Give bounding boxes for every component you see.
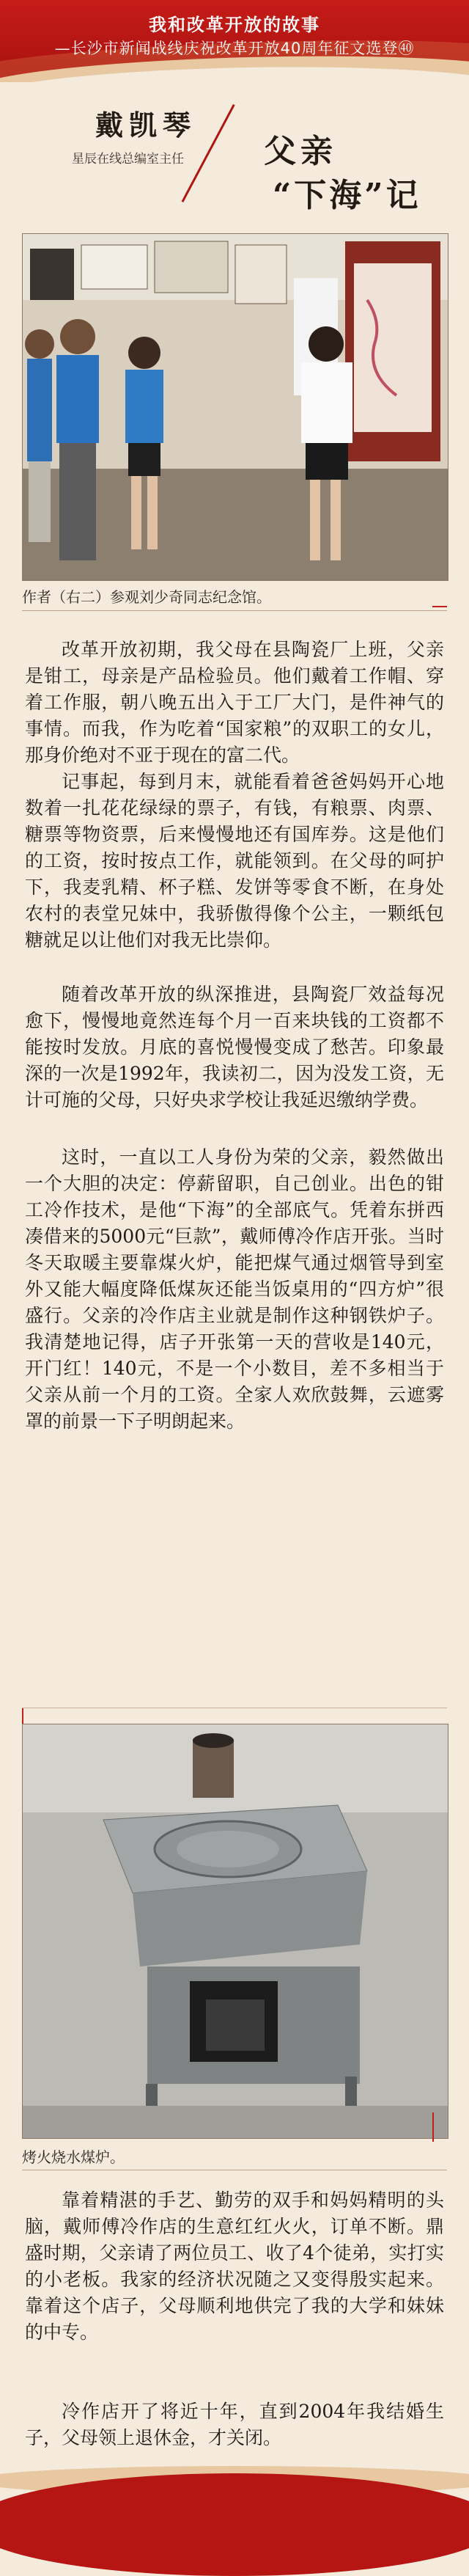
decorative-mark (432, 2112, 434, 2142)
paragraph: 记事起，每到月末，就能看着爸爸妈妈开心地数着一扎花花绿绿的票子，有钱，有粮票、肉票、糖票等物资票，后来慢慢地还有国库券。这是他们的工资，按时按点工作，就能领到。在父母的呵护下，我麦乳精、杯子糕、发饼等零食不断，在身处农村的表堂兄妹中，我骄傲得像个公主，一颗纸包糖就足以让他们对我无比崇仰。 (25, 771, 444, 951)
caption-divider (22, 610, 447, 611)
author-name: 戴凯琴 (95, 109, 197, 142)
article-header (0, 95, 469, 227)
stove-photo (22, 1724, 448, 2139)
series-title: 我和改革开放的故事 (149, 15, 320, 35)
article-title: 父亲 (264, 133, 337, 170)
photo-caption: 作者（右二）参观刘少奇同志纪念馆。 (22, 588, 271, 606)
footer-decoration (0, 2473, 469, 2576)
article-title-line2: “下海”记 (273, 177, 421, 214)
paragraph: 这时，一直以工人身份为荣的父亲，毅然做出一个大胆的决定：停薪留职，自己创业。出色的钳工冷作技术，是他“下海”的全部底气。凭着东拼西凑借来的5000元“巨款”，戴师傅冷作店开张。当时冬天取暖主要靠煤火炉，能把煤气通过烟管导到室外又能大幅度降低煤灰还能当饭桌用的“四方炉”很盛行。父亲的冷作店主业就是制作这种钢铁炉子。我清楚地记得，店子开张第一天的营收是140元，开门红！140元，不是一个小数目，差不多相当于父亲从前一个月的工资。全家人欢欣鼓舞，云遮雾罩的前景一下子明朗起来。 (25, 1146, 444, 1432)
series-subtitle: —长沙市新闻战线庆祝改革开放40周年征文选登㊵ (54, 40, 415, 57)
decorative-mark (432, 606, 447, 607)
paragraph: 改革开放初期，我父母在县陶瓷厂上班，父亲是钳工，母亲是产品检验员。他们戴着工作帽、穿着工作服，朝八晚五出入于工厂大门，是件神气的事情。而我，作为吃着“国家粮”的双职工的女儿，那身价绝对不亚于现在的富二代。 (25, 639, 444, 766)
header-banner (0, 0, 469, 82)
paragraph: 冷作店开了将近十年，直到2004年我结婚生子，父母领上退休金，才关闭。 (25, 2401, 444, 2448)
paragraph: 靠着精湛的手艺、勤劳的双手和妈妈精明的头脑，戴师傅冷作店的生意红红火火，订单不断。鼎盛时期，父亲请了两位员工、收了4个徒弟，实打实的小老板。我家的经济状况随之又变得殷实起来。靠着这个店子，父母顺利地供完了我的大学和妹妹的中专。 (25, 2189, 444, 2343)
photo-caption: 烤火烧水煤炉。 (22, 2148, 125, 2166)
author-role: 星辰在线总编室主任 (72, 152, 184, 167)
memorial-visit-photo (22, 233, 448, 581)
paragraph: 随着改革开放的纵深推进，县陶瓷厂效益每况愈下，慢慢地竟然连每个月一百来块钱的工资都不能按时发放。月底的喜悦慢慢变成了愁苦。印象最深的一次是1992年，我读初二，因为没发工资，无计可施的父母，只好央求学校让我延迟缴纳学费。 (25, 984, 444, 1110)
